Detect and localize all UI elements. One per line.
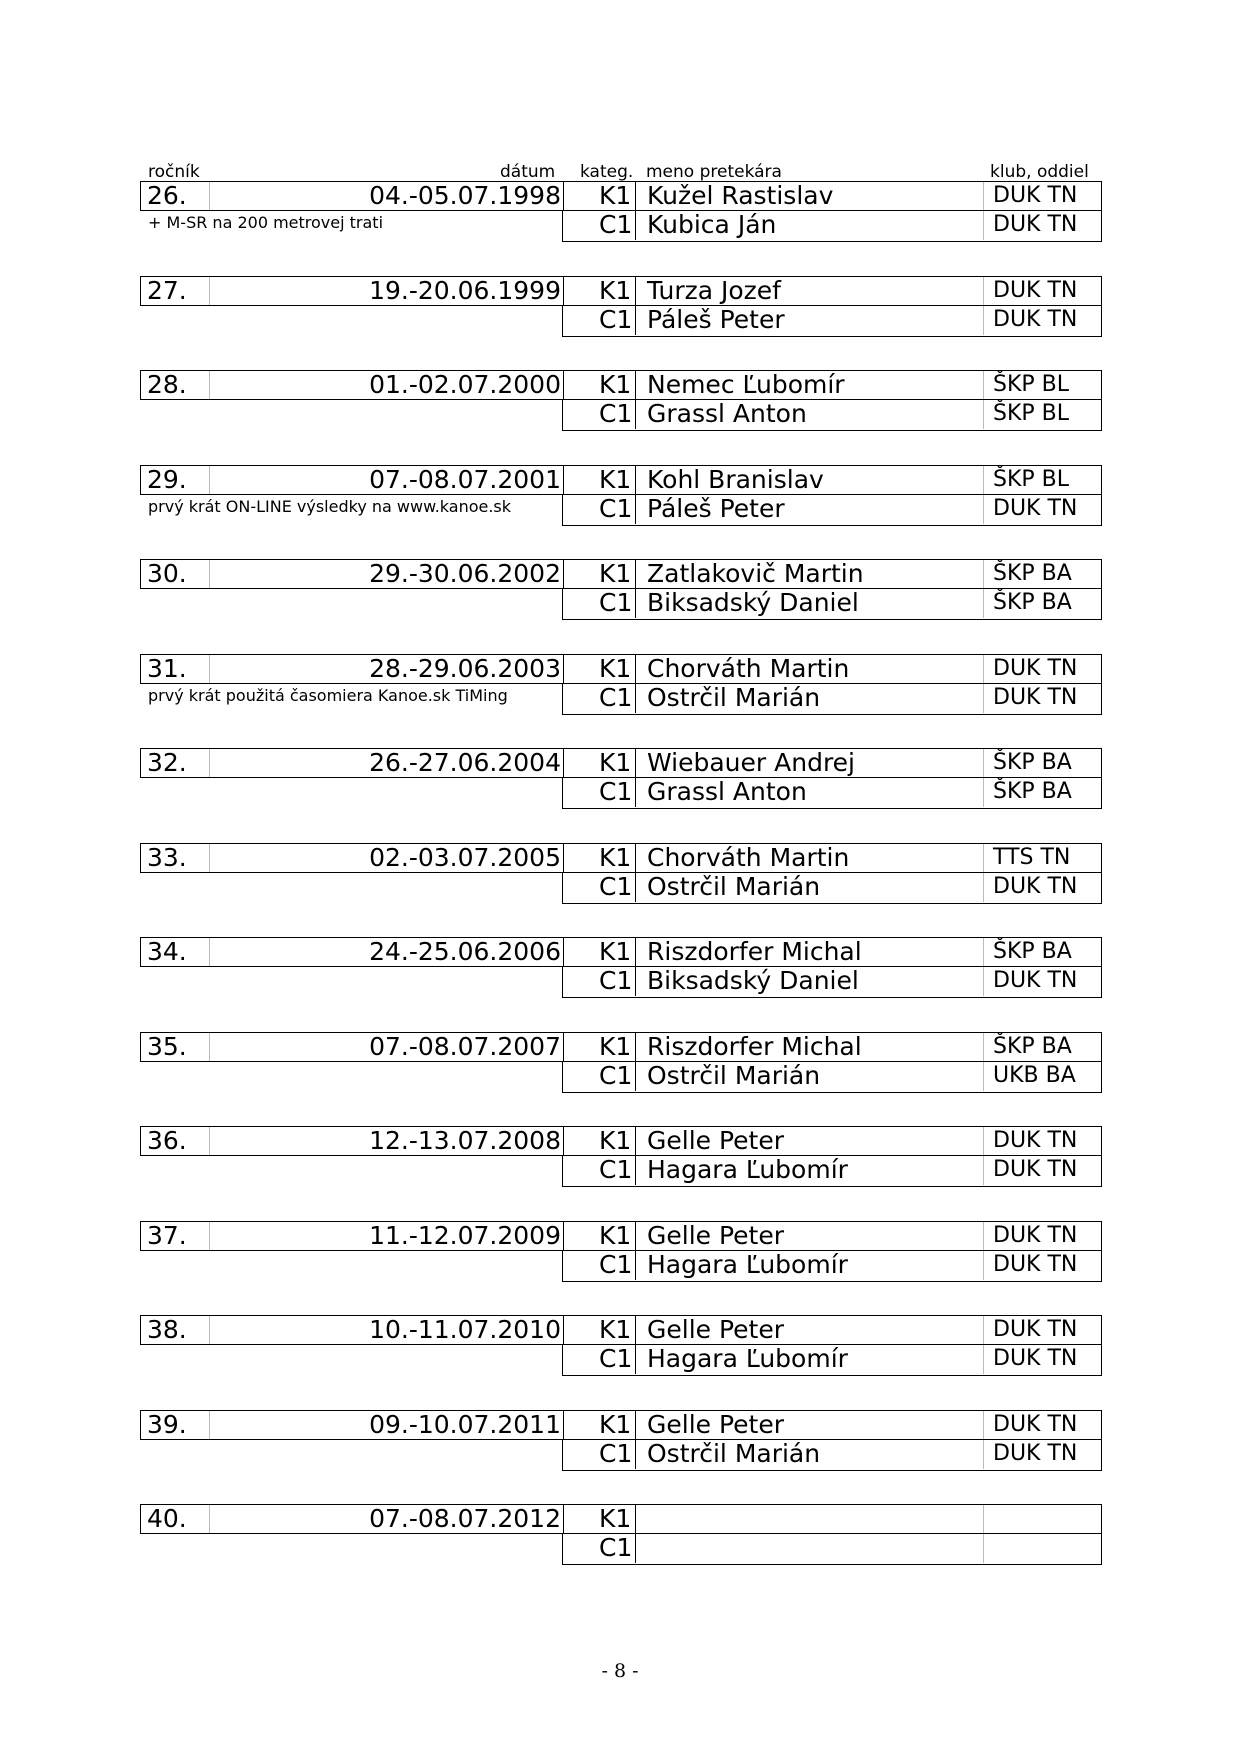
result-block: [140, 370, 1104, 434]
cell-divider: [209, 1316, 210, 1344]
racer-name-cell: Chorváth Martin: [647, 654, 850, 683]
cell-divider: [635, 560, 636, 588]
cell-divider: [563, 277, 564, 305]
cell-divider: [983, 967, 984, 996]
header-meno: meno pretekára: [646, 162, 782, 182]
racer-name-cell: Kohl Branislav: [647, 465, 824, 494]
rocnik-cell: 38.: [147, 1315, 187, 1344]
cell-divider: [209, 938, 210, 966]
category-cell: C1: [599, 1061, 633, 1090]
cell-divider: [563, 466, 564, 494]
cell-divider: [983, 400, 984, 429]
cell-divider: [983, 873, 984, 902]
row-c1: [562, 400, 1102, 431]
cell-divider: [209, 1411, 210, 1439]
datum-cell: 24.-25.06.2006: [369, 937, 561, 966]
cell-divider: [983, 495, 984, 524]
club-cell: DUK TN: [993, 685, 1078, 710]
row-k1: [140, 276, 1102, 306]
datum-cell: 02.-03.07.2005: [369, 843, 561, 872]
racer-name-cell: Chorváth Martin: [647, 843, 850, 872]
club-cell: DUK TN: [993, 212, 1078, 237]
result-block: [140, 748, 1104, 812]
racer-name-cell: Gelle Peter: [647, 1410, 784, 1439]
cell-divider: [983, 466, 984, 494]
datum-cell: 28.-29.06.2003: [369, 654, 561, 683]
club-cell: DUK TN: [993, 1346, 1078, 1371]
cell-divider: [983, 749, 984, 777]
cell-divider: [983, 1345, 984, 1374]
club-cell: DUK TN: [993, 1128, 1078, 1153]
cell-divider: [635, 182, 636, 210]
result-block: [140, 276, 1104, 340]
cell-divider: [209, 844, 210, 872]
category-cell: C1: [599, 494, 633, 523]
row-c1: [562, 1251, 1102, 1282]
category-cell: C1: [599, 399, 633, 428]
cell-divider: [983, 1440, 984, 1469]
club-cell: ŠKP BL: [993, 467, 1070, 492]
category-cell: K1: [599, 1126, 632, 1155]
racer-name-cell: Riszdorfer Michal: [647, 1032, 862, 1061]
result-block: [140, 1221, 1104, 1285]
row-k1: [140, 1032, 1102, 1062]
racer-name-cell: Riszdorfer Michal: [647, 937, 862, 966]
rocnik-cell: 32.: [147, 748, 187, 777]
cell-divider: [635, 684, 636, 713]
racer-name-cell: Gelle Peter: [647, 1221, 784, 1250]
datum-cell: 07.-08.07.2012: [369, 1504, 561, 1533]
row-c1: [562, 589, 1102, 620]
row-k1: [140, 1504, 1102, 1534]
category-cell: K1: [599, 276, 632, 305]
datum-cell: 29.-30.06.2002: [369, 559, 561, 588]
result-block: [140, 1032, 1104, 1096]
datum-cell: 07.-08.07.2007: [369, 1032, 561, 1061]
category-cell: K1: [599, 1221, 632, 1250]
cell-divider: [209, 371, 210, 399]
racer-name-cell: Ostrčil Marián: [647, 1439, 821, 1468]
cell-divider: [209, 466, 210, 494]
category-cell: C1: [599, 210, 633, 239]
row-k1: [140, 937, 1102, 967]
category-cell: K1: [599, 1504, 632, 1533]
rocnik-cell: 28.: [147, 370, 187, 399]
cell-divider: [563, 1033, 564, 1061]
row-c1: [562, 1534, 1102, 1565]
club-cell: DUK TN: [993, 496, 1078, 521]
club-cell: DUK TN: [993, 1157, 1078, 1182]
racer-name-cell: Hagara Ľubomír: [647, 1250, 848, 1279]
cell-divider: [635, 466, 636, 494]
rocnik-cell: 35.: [147, 1032, 187, 1061]
racer-name-cell: Grassl Anton: [647, 399, 807, 428]
cell-divider: [563, 1222, 564, 1250]
category-cell: C1: [599, 777, 633, 806]
cell-divider: [563, 371, 564, 399]
edition-note: prvý krát ON-LINE výsledky na www.kanoe.sk: [148, 497, 512, 516]
cell-divider: [563, 1505, 564, 1533]
datum-cell: 11.-12.07.2009: [369, 1221, 561, 1250]
cell-divider: [983, 778, 984, 807]
cell-divider: [983, 1127, 984, 1155]
cell-divider: [983, 1156, 984, 1185]
cell-divider: [983, 211, 984, 240]
row-c1: [562, 1440, 1102, 1471]
category-cell: C1: [599, 1439, 633, 1468]
row-k1: [140, 181, 1102, 211]
cell-divider: [563, 560, 564, 588]
cell-divider: [563, 655, 564, 683]
category-cell: C1: [599, 872, 633, 901]
row-k1: [140, 370, 1102, 400]
racer-name-cell: Hagara Ľubomír: [647, 1344, 848, 1373]
category-cell: C1: [599, 305, 633, 334]
club-cell: DUK TN: [993, 1412, 1078, 1437]
cell-divider: [983, 938, 984, 966]
result-block: [140, 1410, 1104, 1474]
datum-cell: 07.-08.07.2001: [369, 465, 561, 494]
cell-divider: [635, 655, 636, 683]
category-cell: K1: [599, 748, 632, 777]
club-cell: DUK TN: [993, 307, 1078, 332]
cell-divider: [635, 1062, 636, 1091]
row-c1: [562, 495, 1102, 526]
racer-name-cell: Biksadský Daniel: [647, 966, 859, 995]
row-c1: [562, 211, 1102, 242]
cell-divider: [209, 1127, 210, 1155]
rocnik-cell: 34.: [147, 937, 187, 966]
rocnik-cell: 26.: [147, 181, 187, 210]
cell-divider: [563, 182, 564, 210]
category-cell: K1: [599, 1032, 632, 1061]
club-cell: ŠKP BA: [993, 779, 1072, 804]
racer-name-cell: Kužel Rastislav: [647, 181, 834, 210]
cell-divider: [209, 560, 210, 588]
result-block: [140, 181, 1104, 245]
category-cell: K1: [599, 843, 632, 872]
category-cell: K1: [599, 465, 632, 494]
cell-divider: [983, 371, 984, 399]
racer-name-cell: Ostrčil Marián: [647, 1061, 821, 1090]
club-cell: ŠKP BA: [993, 590, 1072, 615]
cell-divider: [635, 371, 636, 399]
racer-name-cell: Nemec Ľubomír: [647, 370, 845, 399]
club-cell: UKB BA: [993, 1063, 1076, 1088]
result-block: [140, 1315, 1104, 1379]
result-block: [140, 465, 1104, 529]
club-cell: ŠKP BL: [993, 401, 1070, 426]
racer-name-cell: Turza Jozef: [647, 276, 781, 305]
row-c1: [562, 1156, 1102, 1187]
datum-cell: 04.-05.07.1998: [369, 181, 561, 210]
club-cell: TTS TN: [993, 845, 1071, 870]
club-cell: DUK TN: [993, 278, 1078, 303]
cell-divider: [563, 1127, 564, 1155]
datum-cell: 19.-20.06.1999: [369, 276, 561, 305]
cell-divider: [983, 306, 984, 335]
cell-divider: [209, 1033, 210, 1061]
cell-divider: [983, 560, 984, 588]
club-cell: DUK TN: [993, 1223, 1078, 1248]
club-cell: ŠKP BA: [993, 939, 1072, 964]
row-k1: [140, 1315, 1102, 1345]
cell-divider: [635, 211, 636, 240]
cell-divider: [635, 1156, 636, 1185]
category-cell: C1: [599, 588, 633, 617]
racer-name-cell: Ostrčil Marián: [647, 872, 821, 901]
header-klub: klub, oddiel: [990, 162, 1089, 182]
rocnik-cell: 29.: [147, 465, 187, 494]
racer-name-cell: Ostrčil Marián: [647, 683, 821, 712]
row-k1: [140, 1410, 1102, 1440]
racer-name-cell: Wiebauer Andrej: [647, 748, 856, 777]
cell-divider: [563, 1316, 564, 1344]
header-datum: dátum: [500, 162, 556, 182]
cell-divider: [983, 1251, 984, 1280]
cell-divider: [635, 1505, 636, 1533]
cell-divider: [563, 1411, 564, 1439]
cell-divider: [983, 655, 984, 683]
result-block: [140, 559, 1104, 623]
row-k1: [140, 1221, 1102, 1251]
cell-divider: [635, 778, 636, 807]
category-cell: C1: [599, 966, 633, 995]
cell-divider: [209, 655, 210, 683]
result-block: [140, 1504, 1104, 1568]
cell-divider: [635, 1222, 636, 1250]
racer-name-cell: Kubica Ján: [647, 210, 777, 239]
category-cell: C1: [599, 1250, 633, 1279]
racer-name-cell: Grassl Anton: [647, 777, 807, 806]
datum-cell: 26.-27.06.2004: [369, 748, 561, 777]
page-number: - 8 -: [601, 1660, 639, 1682]
category-cell: K1: [599, 370, 632, 399]
cell-divider: [983, 277, 984, 305]
datum-cell: 10.-11.07.2010: [369, 1315, 561, 1344]
cell-divider: [635, 1033, 636, 1061]
edition-note: + M-SR na 200 metrovej trati: [148, 213, 384, 232]
cell-divider: [983, 1411, 984, 1439]
row-c1: [562, 1062, 1102, 1093]
category-cell: C1: [599, 1155, 633, 1184]
cell-divider: [635, 1345, 636, 1374]
datum-cell: 01.-02.07.2000: [369, 370, 561, 399]
cell-divider: [563, 749, 564, 777]
cell-divider: [563, 844, 564, 872]
cell-divider: [635, 1411, 636, 1439]
club-cell: ŠKP BL: [993, 372, 1070, 397]
club-cell: DUK TN: [993, 1317, 1078, 1342]
cell-divider: [635, 589, 636, 618]
cell-divider: [635, 400, 636, 429]
row-k1: [140, 559, 1102, 589]
category-cell: C1: [599, 1533, 633, 1562]
cell-divider: [635, 938, 636, 966]
result-block: [140, 937, 1104, 1001]
row-c1: [562, 306, 1102, 337]
cell-divider: [983, 1033, 984, 1061]
row-k1: [140, 465, 1102, 495]
cell-divider: [983, 1534, 984, 1563]
cell-divider: [209, 1505, 210, 1533]
cell-divider: [635, 873, 636, 902]
category-cell: K1: [599, 654, 632, 683]
cell-divider: [635, 306, 636, 335]
rocnik-cell: 31.: [147, 654, 187, 683]
cell-divider: [635, 1127, 636, 1155]
cell-divider: [983, 1222, 984, 1250]
rocnik-cell: 39.: [147, 1410, 187, 1439]
cell-divider: [635, 1534, 636, 1563]
cell-divider: [983, 844, 984, 872]
row-k1: [140, 654, 1102, 684]
club-cell: ŠKP BA: [993, 1034, 1072, 1059]
club-cell: ŠKP BA: [993, 750, 1072, 775]
racer-name-cell: Zatlakovič Martin: [647, 559, 864, 588]
category-cell: C1: [599, 683, 633, 712]
cell-divider: [209, 749, 210, 777]
category-cell: K1: [599, 1410, 632, 1439]
cell-divider: [983, 1505, 984, 1533]
club-cell: DUK TN: [993, 1252, 1078, 1277]
racer-name-cell: Gelle Peter: [647, 1126, 784, 1155]
edition-note: prvý krát použitá časomiera Kanoe.sk TiMing: [148, 686, 508, 705]
cell-divider: [635, 967, 636, 996]
rocnik-cell: 27.: [147, 276, 187, 305]
category-cell: K1: [599, 1315, 632, 1344]
cell-divider: [635, 1440, 636, 1469]
cell-divider: [563, 938, 564, 966]
row-c1: [562, 778, 1102, 809]
category-cell: K1: [599, 181, 632, 210]
column-headers: [148, 160, 1108, 182]
result-block: [140, 843, 1104, 907]
rocnik-cell: 37.: [147, 1221, 187, 1250]
racer-name-cell: Gelle Peter: [647, 1315, 784, 1344]
row-c1: [562, 873, 1102, 904]
datum-cell: 12.-13.07.2008: [369, 1126, 561, 1155]
cell-divider: [635, 277, 636, 305]
row-c1: [562, 684, 1102, 715]
cell-divider: [209, 277, 210, 305]
header-kateg: kateg.: [580, 162, 634, 182]
header-rocnik: ročník: [148, 162, 200, 182]
club-cell: DUK TN: [993, 874, 1078, 899]
result-block: [140, 1126, 1104, 1190]
club-cell: DUK TN: [993, 183, 1078, 208]
cell-divider: [983, 1316, 984, 1344]
club-cell: ŠKP BA: [993, 561, 1072, 586]
category-cell: K1: [599, 559, 632, 588]
club-cell: DUK TN: [993, 656, 1078, 681]
cell-divider: [983, 182, 984, 210]
cell-divider: [635, 844, 636, 872]
cell-divider: [635, 749, 636, 777]
row-k1: [140, 843, 1102, 873]
cell-divider: [983, 1062, 984, 1091]
row-c1: [562, 1345, 1102, 1376]
racer-name-cell: Páleš Peter: [647, 494, 785, 523]
datum-cell: 09.-10.07.2011: [369, 1410, 561, 1439]
row-k1: [140, 748, 1102, 778]
cell-divider: [635, 1316, 636, 1344]
cell-divider: [983, 589, 984, 618]
category-cell: K1: [599, 937, 632, 966]
cell-divider: [635, 1251, 636, 1280]
cell-divider: [209, 1222, 210, 1250]
racer-name-cell: Páleš Peter: [647, 305, 785, 334]
cell-divider: [635, 495, 636, 524]
cell-divider: [209, 182, 210, 210]
cell-divider: [983, 684, 984, 713]
row-c1: [562, 967, 1102, 998]
racer-name-cell: Hagara Ľubomír: [647, 1155, 848, 1184]
racer-name-cell: Biksadský Daniel: [647, 588, 859, 617]
rocnik-cell: 36.: [147, 1126, 187, 1155]
rocnik-cell: 33.: [147, 843, 187, 872]
row-k1: [140, 1126, 1102, 1156]
club-cell: DUK TN: [993, 1441, 1078, 1466]
result-block: [140, 654, 1104, 718]
rocnik-cell: 30.: [147, 559, 187, 588]
category-cell: C1: [599, 1344, 633, 1373]
rocnik-cell: 40.: [147, 1504, 187, 1533]
club-cell: DUK TN: [993, 968, 1078, 993]
